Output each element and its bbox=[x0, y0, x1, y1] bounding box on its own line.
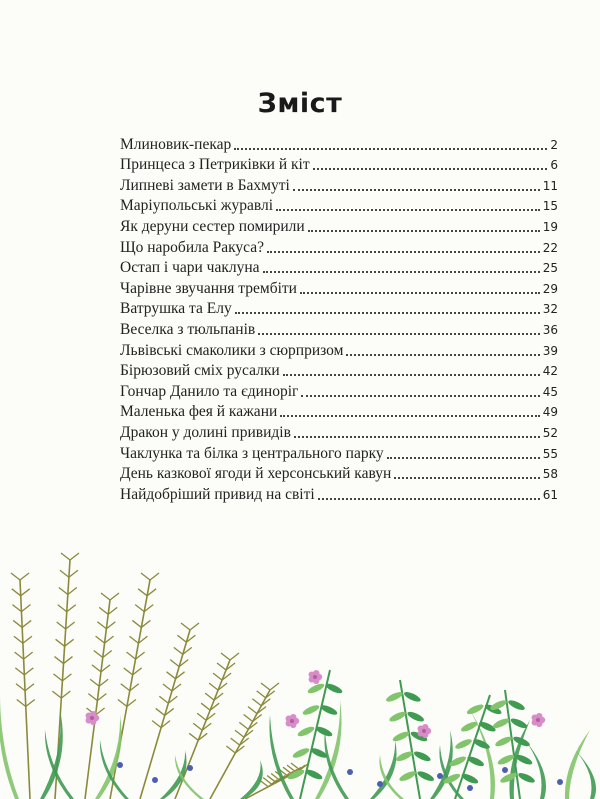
dot-leader bbox=[235, 312, 540, 314]
toc-entry-page: 32 bbox=[542, 302, 558, 317]
blue-flower bbox=[437, 773, 443, 779]
toc-entry-page: 42 bbox=[542, 364, 558, 379]
toc-entry-title: Львівські смаколики з сюрпризом bbox=[120, 341, 344, 359]
toc-entry-title: Чарівне звучання трембіти bbox=[120, 279, 297, 297]
dot-leader bbox=[234, 148, 547, 150]
toc-entry-title: День казкової ягоди й херсонський кавун bbox=[120, 465, 392, 483]
toc-entry bbox=[120, 340, 558, 361]
toc-entry bbox=[120, 237, 558, 258]
dot-leader bbox=[387, 457, 540, 459]
table-of-contents bbox=[120, 134, 558, 505]
toc-entry-page: 6 bbox=[550, 158, 558, 173]
grass-leaf bbox=[525, 740, 546, 799]
toc-entry-page: 22 bbox=[542, 240, 558, 255]
toc-entry-title: Чаклунка та білка з центрального парку bbox=[120, 444, 384, 462]
toc-entry-page: 25 bbox=[542, 261, 558, 276]
blue-flower bbox=[152, 777, 158, 783]
dot-leader bbox=[394, 477, 539, 479]
dot-leader bbox=[276, 209, 540, 211]
toc-entry-page: 36 bbox=[542, 322, 558, 337]
toc-entry-title: Як деруни сестер помирили bbox=[120, 217, 305, 235]
pink-flower bbox=[536, 718, 540, 722]
toc-entry-title: Дракон у долині привидів bbox=[120, 423, 291, 441]
toc-entry-title: Принцеса з Петриківки й кіт bbox=[120, 156, 310, 174]
page-title: Зміст bbox=[257, 88, 343, 119]
toc-entry bbox=[120, 299, 558, 320]
toc-entry bbox=[120, 443, 558, 464]
toc-entry bbox=[120, 155, 558, 176]
toc-entry bbox=[120, 134, 558, 155]
dot-leader bbox=[308, 230, 540, 232]
dot-leader bbox=[313, 168, 548, 170]
grass-leaf bbox=[160, 750, 187, 799]
blue-flower bbox=[347, 769, 353, 775]
toc-entry-title: Маленька фея й кажани bbox=[120, 403, 278, 421]
toc-entry bbox=[120, 361, 558, 382]
dot-leader bbox=[318, 498, 540, 500]
toc-entry-title: Остап і чари чаклуна bbox=[120, 259, 260, 277]
toc-entry bbox=[120, 258, 558, 279]
toc-entry bbox=[120, 381, 558, 402]
toc-entry-page: 39 bbox=[542, 343, 558, 358]
toc-entry-page: 19 bbox=[542, 219, 558, 234]
toc-entry-title: Що наробила Ракуса? bbox=[120, 238, 264, 256]
dot-leader bbox=[300, 292, 540, 294]
toc-entry-title: Веселка з тюльпанів bbox=[120, 320, 256, 338]
toc-entry-page: 45 bbox=[542, 384, 558, 399]
toc-entry-page: 55 bbox=[542, 446, 558, 461]
toc-entry-page: 11 bbox=[542, 178, 558, 193]
toc-entry-title: Липневі замети в Бахмуті bbox=[120, 176, 290, 194]
blue-flower bbox=[117, 762, 123, 768]
dot-leader bbox=[263, 271, 540, 273]
toc-entry bbox=[120, 402, 558, 423]
toc-entry bbox=[120, 196, 558, 217]
toc-entry bbox=[120, 319, 558, 340]
toc-entry-page: 29 bbox=[542, 281, 558, 296]
grass-leaf bbox=[0, 690, 19, 799]
toc-entry bbox=[120, 216, 558, 237]
dot-leader bbox=[283, 374, 540, 376]
dot-leader bbox=[293, 189, 540, 191]
pink-flower bbox=[313, 675, 317, 679]
toc-entry bbox=[120, 422, 558, 443]
pink-flower bbox=[90, 716, 94, 720]
blue-flower bbox=[377, 781, 383, 787]
dot-leader bbox=[294, 436, 540, 438]
toc-entry-title: Найдобріший привид на світі bbox=[120, 485, 315, 503]
pink-flower bbox=[422, 729, 426, 733]
toc-entry-page: 61 bbox=[542, 487, 558, 502]
toc-entry-page: 58 bbox=[542, 467, 558, 482]
toc-entry bbox=[120, 278, 558, 299]
dot-leader bbox=[280, 415, 539, 417]
toc-entry-page: 49 bbox=[542, 405, 558, 420]
toc-entry-page: 52 bbox=[542, 425, 558, 440]
toc-entry-title: Маріупольські журавлі bbox=[120, 197, 274, 215]
toc-entry-title: Млиновик-пекар bbox=[120, 135, 232, 153]
blue-flower bbox=[502, 767, 508, 773]
plant-illustration bbox=[0, 540, 600, 799]
grass-leaf bbox=[240, 760, 263, 799]
grass-leaf bbox=[269, 715, 294, 799]
toc-entry-title: Гончар Данило та єдиноріг bbox=[120, 382, 299, 400]
grass-leaf bbox=[575, 750, 596, 799]
dot-leader bbox=[267, 251, 540, 253]
toc-entry-page: 2 bbox=[550, 137, 558, 152]
blue-flower bbox=[187, 765, 193, 771]
toc-entry-title: Бірюзовий сміх русалки bbox=[120, 362, 280, 380]
blue-flower bbox=[557, 779, 563, 785]
toc-entry bbox=[120, 484, 558, 505]
dot-leader bbox=[258, 333, 540, 335]
dot-leader bbox=[346, 354, 539, 356]
pink-flower bbox=[290, 719, 294, 723]
toc-entry-page: 15 bbox=[542, 199, 558, 214]
toc-entry bbox=[120, 175, 558, 196]
toc-entry-title: Ватрушка та Елу bbox=[120, 300, 232, 318]
wheat-stalk bbox=[20, 580, 30, 799]
dot-leader bbox=[301, 395, 539, 397]
toc-entry bbox=[120, 464, 558, 485]
blue-flower bbox=[467, 785, 473, 791]
grass-leaf bbox=[379, 755, 404, 799]
